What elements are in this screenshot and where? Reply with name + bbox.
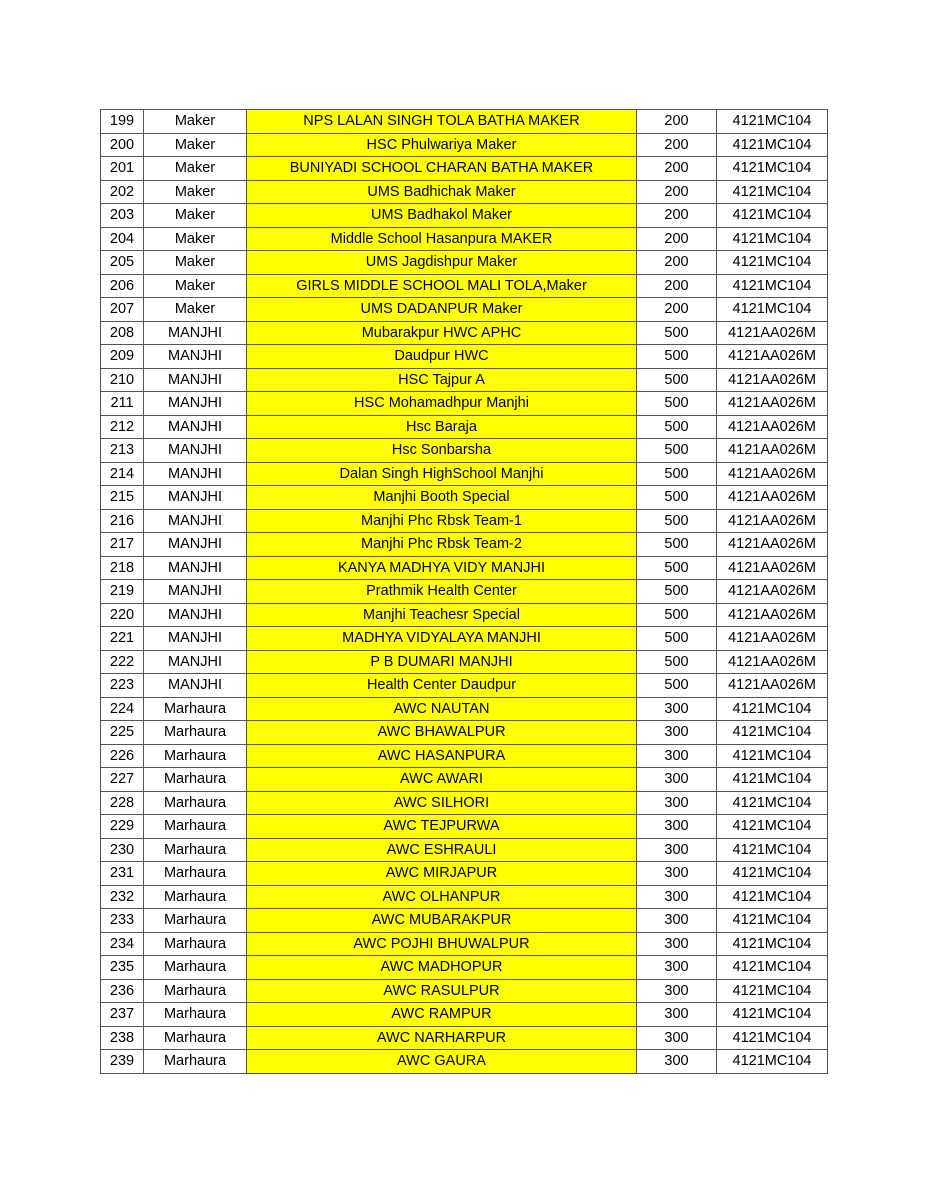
quantity-cell: 500 (637, 650, 717, 674)
quantity-cell: 500 (637, 368, 717, 392)
block-cell: MANJHI (144, 486, 247, 510)
table-row (101, 956, 828, 980)
code-cell: 4121AA026M (717, 368, 828, 392)
serial-number-cell: 235 (101, 956, 144, 980)
location-name-cell: Prathmik Health Center (247, 580, 637, 604)
block-cell: Marhaura (144, 791, 247, 815)
table-row (101, 321, 828, 345)
serial-number-cell: 202 (101, 180, 144, 204)
code-cell: 4121MC104 (717, 1003, 828, 1027)
code-cell: 4121MC104 (717, 721, 828, 745)
code-cell: 4121MC104 (717, 744, 828, 768)
serial-number-cell: 231 (101, 862, 144, 886)
table-row (101, 368, 828, 392)
code-cell: 4121MC104 (717, 204, 828, 228)
location-name-cell: Hsc Sonbarsha (247, 439, 637, 463)
quantity-cell: 500 (637, 486, 717, 510)
location-name-cell: HSC Tajpur A (247, 368, 637, 392)
serial-number-cell: 222 (101, 650, 144, 674)
serial-number-cell: 224 (101, 697, 144, 721)
code-cell: 4121AA026M (717, 627, 828, 651)
quantity-cell: 500 (637, 533, 717, 557)
quantity-cell: 500 (637, 509, 717, 533)
table-row (101, 885, 828, 909)
location-name-cell: NPS LALAN SINGH TOLA BATHA MAKER (247, 110, 637, 134)
code-cell: 4121AA026M (717, 533, 828, 557)
code-cell: 4121AA026M (717, 462, 828, 486)
serial-number-cell: 203 (101, 204, 144, 228)
location-name-cell: AWC RAMPUR (247, 1003, 637, 1027)
location-name-cell: HSC Mohamadhpur Manjhi (247, 392, 637, 416)
code-cell: 4121AA026M (717, 392, 828, 416)
table-row (101, 650, 828, 674)
block-cell: MANJHI (144, 345, 247, 369)
table-row (101, 603, 828, 627)
block-cell: Maker (144, 157, 247, 181)
table-row (101, 157, 828, 181)
quantity-cell: 500 (637, 580, 717, 604)
code-cell: 4121MC104 (717, 791, 828, 815)
block-cell: Maker (144, 251, 247, 275)
code-cell: 4121MC104 (717, 932, 828, 956)
code-cell: 4121MC104 (717, 768, 828, 792)
table-row (101, 274, 828, 298)
block-cell: Maker (144, 298, 247, 322)
block-cell: MANJHI (144, 392, 247, 416)
code-cell: 4121MC104 (717, 157, 828, 181)
location-name-cell: Daudpur HWC (247, 345, 637, 369)
serial-number-cell: 228 (101, 791, 144, 815)
table-row (101, 979, 828, 1003)
block-cell: Maker (144, 180, 247, 204)
location-name-cell: UMS DADANPUR Maker (247, 298, 637, 322)
serial-number-cell: 209 (101, 345, 144, 369)
location-name-cell: AWC ESHRAULI (247, 838, 637, 862)
serial-number-cell: 221 (101, 627, 144, 651)
table-row (101, 415, 828, 439)
table-row (101, 791, 828, 815)
table-row (101, 345, 828, 369)
code-cell: 4121MC104 (717, 110, 828, 134)
table-row (101, 439, 828, 463)
location-name-cell: Mubarakpur HWC APHC (247, 321, 637, 345)
code-cell: 4121AA026M (717, 556, 828, 580)
code-cell: 4121MC104 (717, 979, 828, 1003)
code-cell: 4121AA026M (717, 650, 828, 674)
location-name-cell: Hsc Baraja (247, 415, 637, 439)
block-cell: Marhaura (144, 838, 247, 862)
table-row (101, 298, 828, 322)
serial-number-cell: 230 (101, 838, 144, 862)
location-name-cell: Middle School Hasanpura MAKER (247, 227, 637, 251)
quantity-cell: 500 (637, 674, 717, 698)
table-row (101, 251, 828, 275)
serial-number-cell: 226 (101, 744, 144, 768)
code-cell: 4121MC104 (717, 697, 828, 721)
block-cell: Marhaura (144, 1026, 247, 1050)
quantity-cell: 300 (637, 1050, 717, 1074)
code-cell: 4121MC104 (717, 956, 828, 980)
block-cell: MANJHI (144, 462, 247, 486)
table-row (101, 862, 828, 886)
table-row (101, 580, 828, 604)
serial-number-cell: 211 (101, 392, 144, 416)
serial-number-cell: 215 (101, 486, 144, 510)
quantity-cell: 200 (637, 204, 717, 228)
code-cell: 4121AA026M (717, 603, 828, 627)
table-row (101, 180, 828, 204)
serial-number-cell: 216 (101, 509, 144, 533)
block-cell: MANJHI (144, 674, 247, 698)
block-cell: Marhaura (144, 956, 247, 980)
location-name-cell: AWC MIRJAPUR (247, 862, 637, 886)
serial-number-cell: 239 (101, 1050, 144, 1074)
table-row (101, 509, 828, 533)
quantity-cell: 300 (637, 909, 717, 933)
table-row (101, 1050, 828, 1074)
quantity-cell: 500 (637, 439, 717, 463)
location-name-cell: UMS Jagdishpur Maker (247, 251, 637, 275)
code-cell: 4121MC104 (717, 133, 828, 157)
block-cell: MANJHI (144, 368, 247, 392)
serial-number-cell: 199 (101, 110, 144, 134)
block-cell: Marhaura (144, 1003, 247, 1027)
table-row (101, 768, 828, 792)
quantity-cell: 200 (637, 298, 717, 322)
quantity-cell: 200 (637, 251, 717, 275)
code-cell: 4121MC104 (717, 298, 828, 322)
table-row (101, 932, 828, 956)
location-name-cell: AWC GAURA (247, 1050, 637, 1074)
location-name-cell: AWC RASULPUR (247, 979, 637, 1003)
serial-number-cell: 201 (101, 157, 144, 181)
block-cell: Maker (144, 110, 247, 134)
block-cell: Maker (144, 204, 247, 228)
table-row (101, 838, 828, 862)
code-cell: 4121AA026M (717, 674, 828, 698)
serial-number-cell: 214 (101, 462, 144, 486)
block-cell: MANJHI (144, 580, 247, 604)
table-row (101, 392, 828, 416)
quantity-cell: 300 (637, 956, 717, 980)
code-cell: 4121MC104 (717, 909, 828, 933)
block-cell: Maker (144, 274, 247, 298)
location-name-cell: AWC NARHARPUR (247, 1026, 637, 1050)
code-cell: 4121MC104 (717, 815, 828, 839)
block-cell: Marhaura (144, 885, 247, 909)
quantity-cell: 200 (637, 180, 717, 204)
serial-number-cell: 205 (101, 251, 144, 275)
block-cell: MANJHI (144, 627, 247, 651)
serial-number-cell: 225 (101, 721, 144, 745)
quantity-cell: 500 (637, 392, 717, 416)
block-cell: Marhaura (144, 932, 247, 956)
table-row (101, 815, 828, 839)
table-row (101, 462, 828, 486)
table-row (101, 721, 828, 745)
block-cell: Marhaura (144, 1050, 247, 1074)
serial-number-cell: 212 (101, 415, 144, 439)
serial-number-cell: 210 (101, 368, 144, 392)
quantity-cell: 300 (637, 979, 717, 1003)
serial-number-cell: 234 (101, 932, 144, 956)
block-cell: MANJHI (144, 603, 247, 627)
block-cell: MANJHI (144, 415, 247, 439)
quantity-cell: 300 (637, 815, 717, 839)
table-row (101, 110, 828, 134)
table-row (101, 227, 828, 251)
table-row (101, 744, 828, 768)
block-cell: Marhaura (144, 721, 247, 745)
location-name-cell: AWC NAUTAN (247, 697, 637, 721)
quantity-cell: 300 (637, 932, 717, 956)
code-cell: 4121MC104 (717, 885, 828, 909)
quantity-cell: 500 (637, 415, 717, 439)
quantity-cell: 300 (637, 768, 717, 792)
code-cell: 4121MC104 (717, 274, 828, 298)
location-name-cell: Health Center Daudpur (247, 674, 637, 698)
code-cell: 4121AA026M (717, 580, 828, 604)
quantity-cell: 300 (637, 885, 717, 909)
location-name-cell: AWC SILHORI (247, 791, 637, 815)
location-name-cell: BUNIYADI SCHOOL CHARAN BATHA MAKER (247, 157, 637, 181)
quantity-cell: 300 (637, 744, 717, 768)
location-name-cell: AWC HASANPURA (247, 744, 637, 768)
quantity-cell: 300 (637, 721, 717, 745)
serial-number-cell: 213 (101, 439, 144, 463)
quantity-cell: 200 (637, 110, 717, 134)
serial-number-cell: 206 (101, 274, 144, 298)
serial-number-cell: 200 (101, 133, 144, 157)
location-name-cell: Manjhi Booth Special (247, 486, 637, 510)
table-row (101, 1026, 828, 1050)
code-cell: 4121MC104 (717, 180, 828, 204)
location-name-cell: P B DUMARI MANJHI (247, 650, 637, 674)
block-cell: MANJHI (144, 650, 247, 674)
table-row (101, 697, 828, 721)
block-cell: Marhaura (144, 697, 247, 721)
serial-number-cell: 229 (101, 815, 144, 839)
location-name-cell: Manjhi Teachesr Special (247, 603, 637, 627)
serial-number-cell: 208 (101, 321, 144, 345)
quantity-cell: 300 (637, 862, 717, 886)
location-name-cell: Dalan Singh HighSchool Manjhi (247, 462, 637, 486)
serial-number-cell: 223 (101, 674, 144, 698)
serial-number-cell: 232 (101, 885, 144, 909)
table-row (101, 133, 828, 157)
table-row (101, 533, 828, 557)
location-name-cell: KANYA MADHYA VIDY MANJHI (247, 556, 637, 580)
location-name-cell: Manjhi Phc Rbsk Team-2 (247, 533, 637, 557)
code-cell: 4121MC104 (717, 1050, 828, 1074)
location-name-cell: AWC TEJPURWA (247, 815, 637, 839)
table-row (101, 909, 828, 933)
code-cell: 4121AA026M (717, 486, 828, 510)
data-table (100, 109, 828, 1074)
location-name-cell: Manjhi Phc Rbsk Team-1 (247, 509, 637, 533)
table-row (101, 556, 828, 580)
serial-number-cell: 219 (101, 580, 144, 604)
block-cell: Maker (144, 227, 247, 251)
code-cell: 4121AA026M (717, 321, 828, 345)
quantity-cell: 300 (637, 697, 717, 721)
quantity-cell: 500 (637, 462, 717, 486)
block-cell: Maker (144, 133, 247, 157)
code-cell: 4121MC104 (717, 1026, 828, 1050)
code-cell: 4121MC104 (717, 838, 828, 862)
table-row (101, 204, 828, 228)
code-cell: 4121MC104 (717, 251, 828, 275)
quantity-cell: 500 (637, 627, 717, 651)
location-name-cell: GIRLS MIDDLE SCHOOL MALI TOLA,Maker (247, 274, 637, 298)
serial-number-cell: 236 (101, 979, 144, 1003)
location-name-cell: HSC Phulwariya Maker (247, 133, 637, 157)
serial-number-cell: 220 (101, 603, 144, 627)
location-name-cell: UMS Badhichak Maker (247, 180, 637, 204)
serial-number-cell: 204 (101, 227, 144, 251)
code-cell: 4121MC104 (717, 227, 828, 251)
block-cell: Marhaura (144, 815, 247, 839)
quantity-cell: 500 (637, 603, 717, 627)
table-body (101, 110, 828, 1074)
code-cell: 4121AA026M (717, 439, 828, 463)
table-row (101, 627, 828, 651)
quantity-cell: 300 (637, 791, 717, 815)
serial-number-cell: 217 (101, 533, 144, 557)
block-cell: Marhaura (144, 768, 247, 792)
serial-number-cell: 238 (101, 1026, 144, 1050)
table-row (101, 1003, 828, 1027)
block-cell: MANJHI (144, 439, 247, 463)
quantity-cell: 500 (637, 345, 717, 369)
quantity-cell: 200 (637, 133, 717, 157)
quantity-cell: 300 (637, 1003, 717, 1027)
quantity-cell: 500 (637, 321, 717, 345)
table-row (101, 674, 828, 698)
quantity-cell: 200 (637, 227, 717, 251)
block-cell: MANJHI (144, 509, 247, 533)
location-name-cell: UMS Badhakol Maker (247, 204, 637, 228)
location-name-cell: AWC OLHANPUR (247, 885, 637, 909)
code-cell: 4121AA026M (717, 415, 828, 439)
serial-number-cell: 233 (101, 909, 144, 933)
quantity-cell: 200 (637, 157, 717, 181)
code-cell: 4121AA026M (717, 509, 828, 533)
block-cell: Marhaura (144, 744, 247, 768)
quantity-cell: 500 (637, 556, 717, 580)
serial-number-cell: 227 (101, 768, 144, 792)
location-name-cell: AWC MADHOPUR (247, 956, 637, 980)
serial-number-cell: 237 (101, 1003, 144, 1027)
block-cell: MANJHI (144, 556, 247, 580)
quantity-cell: 300 (637, 1026, 717, 1050)
code-cell: 4121AA026M (717, 345, 828, 369)
location-name-cell: AWC MUBARAKPUR (247, 909, 637, 933)
block-cell: Marhaura (144, 909, 247, 933)
code-cell: 4121MC104 (717, 862, 828, 886)
table-row (101, 486, 828, 510)
location-name-cell: MADHYA VIDYALAYA MANJHI (247, 627, 637, 651)
location-name-cell: AWC AWARI (247, 768, 637, 792)
quantity-cell: 200 (637, 274, 717, 298)
serial-number-cell: 207 (101, 298, 144, 322)
block-cell: Marhaura (144, 862, 247, 886)
serial-number-cell: 218 (101, 556, 144, 580)
block-cell: MANJHI (144, 321, 247, 345)
block-cell: Marhaura (144, 979, 247, 1003)
location-name-cell: AWC POJHI BHUWALPUR (247, 932, 637, 956)
location-name-cell: AWC BHAWALPUR (247, 721, 637, 745)
block-cell: MANJHI (144, 533, 247, 557)
quantity-cell: 300 (637, 838, 717, 862)
